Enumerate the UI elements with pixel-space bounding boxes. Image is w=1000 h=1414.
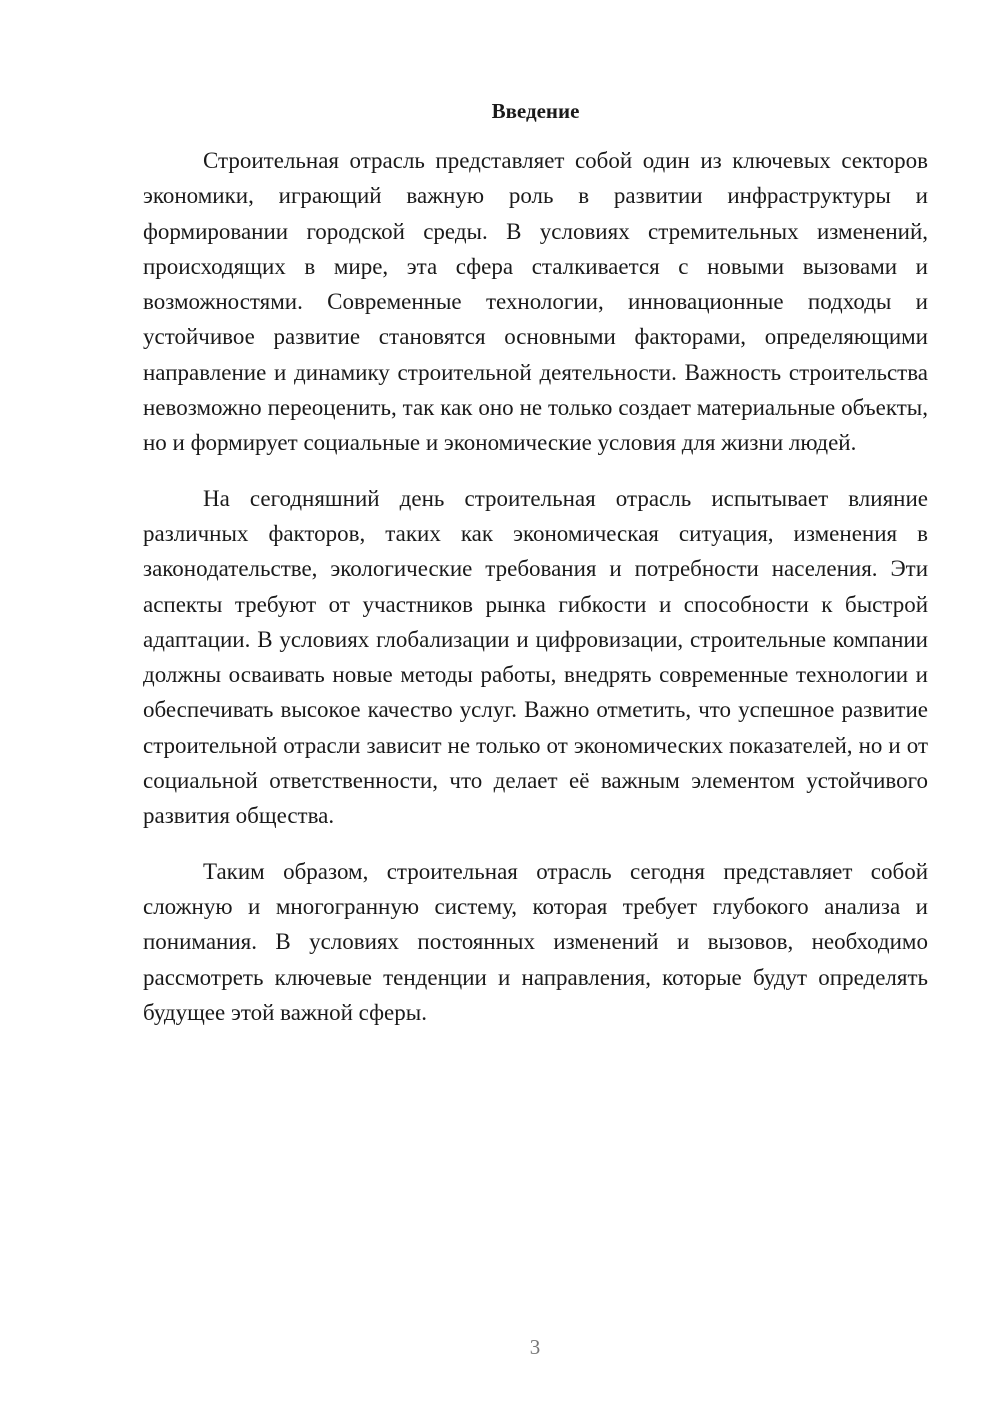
paragraph-2: На сегодняшний день строительная отрасль испытывает влияние различных факторов, таких как экономическая ситуация, изменения в законодательстве, экологические требования и потребности населения. Эти аспекты требуют от участников рынка гибкости и способности к быстрой адаптации. В условиях глобализации и цифровизации, строительные компании должны осваивать новые методы работы, внедрять современные технологии и обеспечивать высокое качество услуг. Важно отметить, что успешное развитие строительной отрасли зависит не только от экономических показателей, но и от социальной ответственности, что делает её важным элементом устойчивого развития общества. — [143, 485, 928, 829]
paragraph-1: Строительная отрасль представляет собой один из ключевых секторов экономики, играющий важную роль в развитии инфраструктуры и формировании городской среды. В условиях стремительных изменений, происходящих в мире, эта сфера сталкивается с новыми вызовами и возможностями. Современные технологии, инновационные подходы и устойчивое развитие становятся основными факторами, определяющими направление и динамику строительной деятельности. Важность строительства невозможно переоценить, так как оно не только создает материальные объекты, но и формирует социальные и экономические условия для жизни людей. — [143, 148, 928, 456]
page-number: 3 — [529, 1335, 541, 1359]
paragraph-3: Таким образом, строительная отрасль сегодня представляет собой сложную и многогранную систему, которая требует глубокого анализа и понимания. В условиях постоянных изменений и вызовов, необходимо рассмотреть ключевые тенденции и направления, которые будут определять будущее этой важной сферы. — [143, 858, 928, 1025]
document-body — [143, 143, 928, 1050]
section-title: Введение — [491, 99, 580, 123]
